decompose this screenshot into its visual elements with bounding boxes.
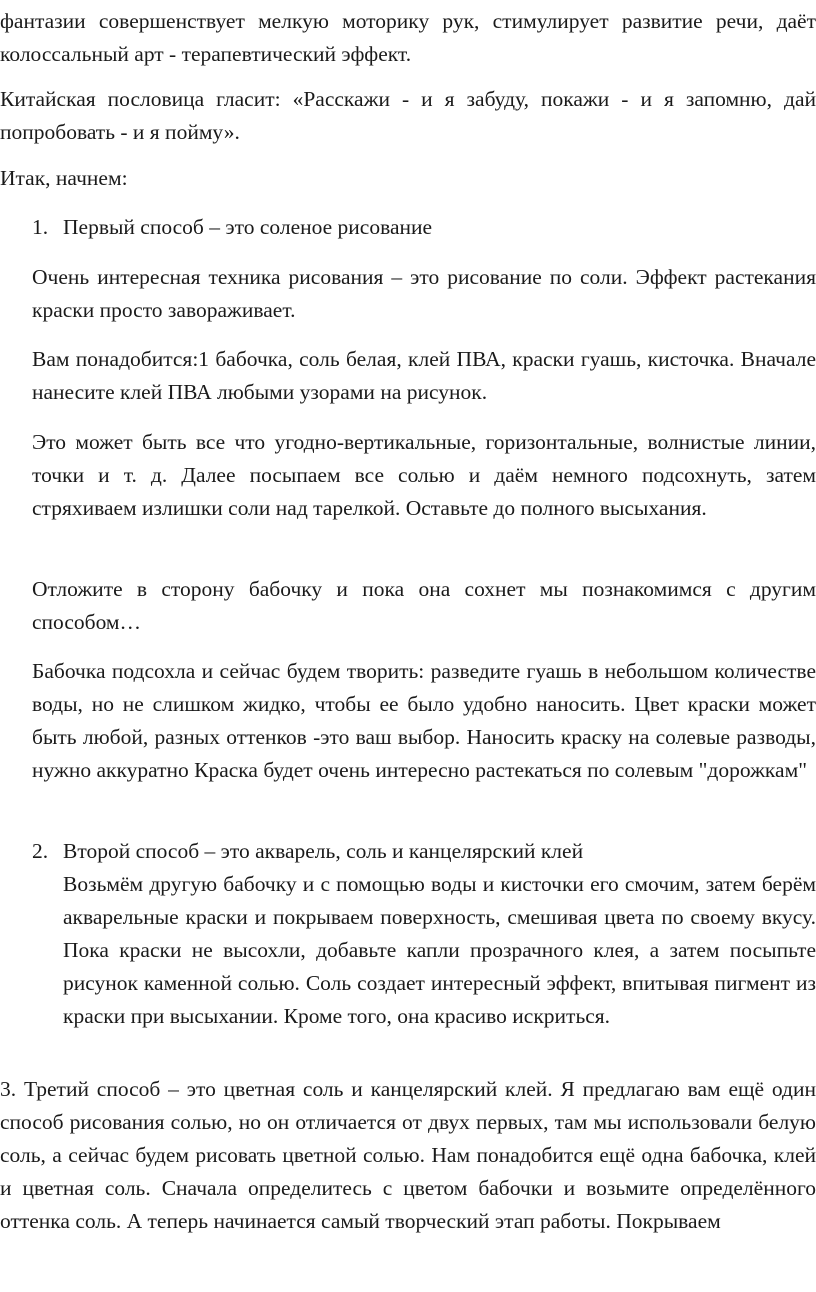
paragraph-salt-technique: Очень интересная техника рисования – это рисование по соли. Эффект растекания краски просто завораживает. <box>32 265 816 322</box>
list-item-first-method <box>0 211 816 244</box>
paragraph-second-method-body: Возьмём другую бабочку и с помощью воды и кисточки его смочим, затем берём акварельные краски и покрываем поверхность, смешивая цвета по своему вкусу. Пока краски не высохли, добавьте капли прозрачного клея, а затем посыпьте рисунок каменной солью. Соль создает интересный эффект, впитывая пигмент из краски при высыхании. Кроме того, она красиво искриться. <box>63 872 816 1028</box>
list-heading-second-method: Второй способ – это акварель, соль и канцелярский клей <box>63 839 584 863</box>
list-heading-first-method: Первый способ – это соленое рисование <box>63 215 433 239</box>
list-item-second-method <box>0 835 816 1033</box>
paragraph-proverb: Китайская пословица гласит: «Расскажи - и я забуду, покажи - и я запомню, дай попробовать - и я пойму». <box>0 87 816 144</box>
paragraph-patterns: Это может быть все что угодно-вертикальные, горизонтальные, волнистые линии, точки и т. д. Далее посыпаем все солью и даём немного подсохнуть, затем стряхиваем излишки соли над тарелкой. Оставьте до полного высыхания. <box>32 430 816 520</box>
paragraph-materials: Вам понадобится:1 бабочка, соль белая, клей ПВА, краски гуашь, кисточка. Вначале нанесите клей ПВА любыми узорами на рисунок. <box>32 347 816 404</box>
list-number-1: 1. <box>32 215 49 239</box>
list-number-2: 2. <box>32 839 49 863</box>
paragraph-set-aside: Отложите в сторону бабочку и пока она сохнет мы познакомимся с другим способом… <box>32 577 816 634</box>
paragraph-start: Итак, начнем: <box>0 166 128 190</box>
paragraph-third-method: 3. Третий способ – это цветная соль и канцелярский клей. Я предлагаю вам ещё один способ рисования солью, но он отличается от двух первых, там мы использовали белую соль, а сейчас будем рисовать цветной солью. Нам понадобится ещё одна бабочка, клей и цветная соль. Сначала определитесь с цветом бабочки и возьмите определённого оттенка соль. А теперь начинается самый творческий этап работы. Покрываем <box>0 1077 816 1233</box>
paragraph-intro: фантазии совершенствует мелкую моторику рук, стимулирует развитие речи, даёт колоссальный арт - терапевтический эффект. <box>0 9 816 66</box>
paragraph-butterfly-dried: Бабочка подсохла и сейчас будем творить: разведите гуашь в небольшом количестве воды, но не слишком жидко, чтобы ее было удобно наносить. Цвет краски может быть любой, разных оттенков -это ваш выбор. Наносить краску на солевые разводы, нужно аккуратно Краска будет очень интересно растекаться по солевым "дорожкам" <box>32 659 816 782</box>
